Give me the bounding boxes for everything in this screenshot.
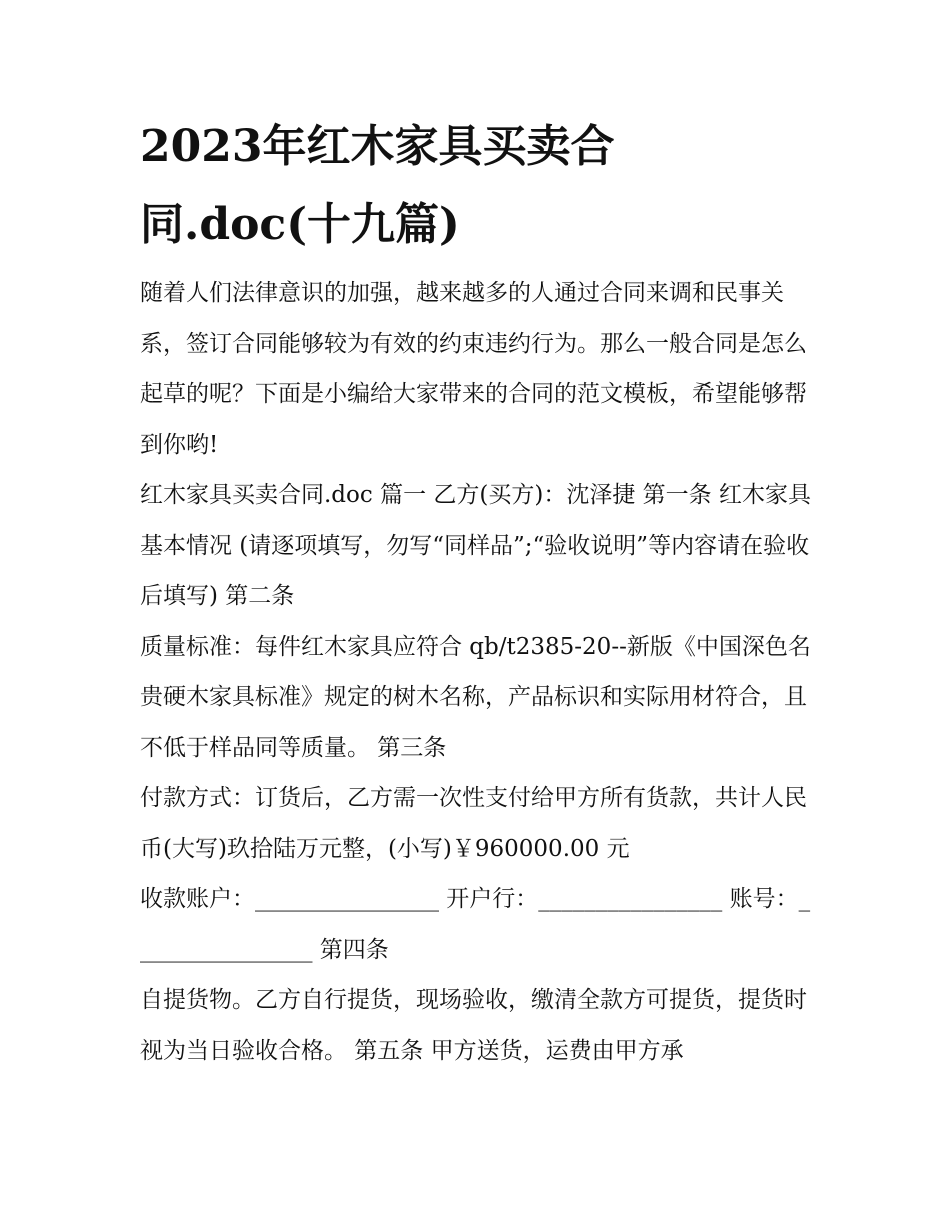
paragraph-quality-standard: 质量标准：每件红木家具应符合 qb/t2385-20--新版《中国深色名贵硬木家具标准》规定的树木名称，产品标识和实际用材符合，且不低于样品同等质量。 第三条 (140, 633, 811, 761)
paragraph-payment-method: 付款方式：订货后，乙方需一次性支付给甲方所有货款，共计人民币(大写)玖拾陆万元整，(小写)￥960000.00 元 (140, 785, 807, 862)
paragraph-account-info: 收款账户：________________ 开户行：________________ 账号：________________ 第四条 (140, 886, 811, 963)
paragraph-article-1: 红木家具买卖合同.doc 篇一 乙方(买方)：沈泽捷 第一条 红木家具基本情况 (请逐项填写，勿写“同样品”;“验收说明”等内容请在验收后填写) 第二条 (140, 482, 811, 609)
paragraph-intro: 随着人们法律意识的加强，越来越多的人通过合同来调和民事关系，签订合同能够较为有效的约束违约行为。那么一般合同是怎么起草的呢？下面是小编给大家带来的合同的范文模板，希望能够帮到你哟! (140, 280, 807, 458)
document-page (140, 108, 820, 1076)
document-title: 2023年红木家具买卖合同.doc(十九篇) (140, 121, 615, 250)
paragraph-pickup: 自提货物。乙方自行提货，现场验收，缴清全款方可提货，提货时视为当日验收合格。 第五条 甲方送货，运费由甲方承 (140, 987, 807, 1064)
